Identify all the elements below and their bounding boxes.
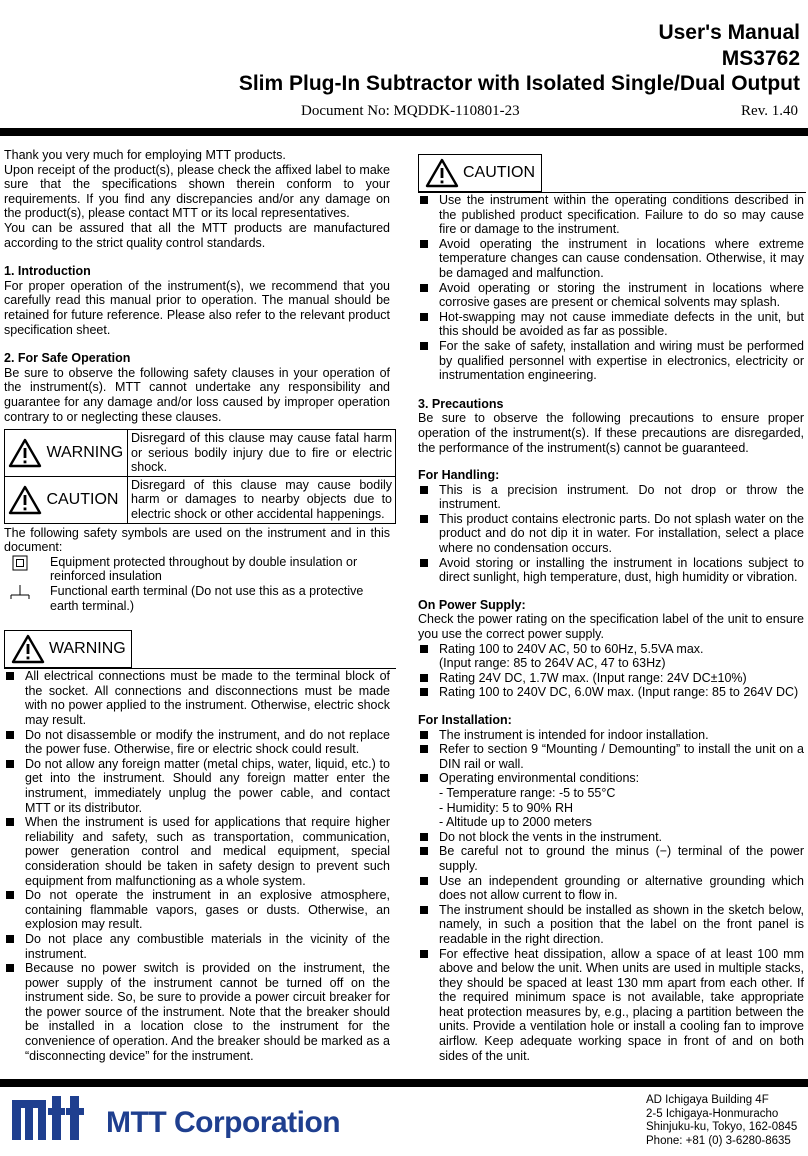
handling-list — [418, 483, 804, 585]
product-subtitle: Slim Plug-In Subtractor with Isolated Single/Dual Output — [238, 72, 800, 95]
functional-earth-icon — [9, 584, 31, 604]
list-item: Use the instrument within the operating conditions described in the published product specification. Failure to do so may cause fire or damage to the instrument. — [418, 193, 804, 237]
section-3-text: Be sure to observe the following precautions to ensure proper operation of the instrument(s). If these precautions are disregarded, the performance of the instrument(s) cannot be guaranteed. — [418, 411, 804, 455]
warning-heading: WARNING — [49, 640, 126, 658]
revision: Rev. 1.40 — [741, 103, 798, 119]
address-line: Shinjuku-ku, Tokyo, 162-0845 — [646, 1121, 798, 1134]
list-item: All electrical connections must be made to the terminal block of the socket. All connections and disconnections must be made with no power applied to the instrument. Otherwise, electric shock may result. — [4, 669, 390, 727]
section-1-heading: 1. Introduction — [4, 264, 91, 279]
caution-box-header — [418, 154, 542, 192]
intro-line-2: Upon receipt of the product(s), please check the affixed label to make sure that the specifications shown therein conform to your requirements. If you find any discrepancies and/or any damage on the product(s), please contact MTT or its local representatives. — [4, 162, 390, 221]
list-item: This product contains electronic parts. Do not splash water on the product and do not dip it in water. For installation, select a place where no condensation occurs. — [418, 512, 804, 556]
symbol-functional-earth — [4, 584, 390, 613]
severity-table — [4, 429, 396, 524]
list-item: For the sake of safety, installation and wiring must be performed by qualified personnel with expertise in electronics, electricity or instrumentation engineering. — [418, 339, 804, 383]
list-item: Avoid operating or storing the instrument in locations where corrosive gases are present or chemical solvents may splash. — [418, 281, 804, 310]
install-heading: For Installation: — [418, 713, 512, 727]
handling-heading: For Handling: — [418, 468, 500, 483]
list-item: Because no power switch is provided on the instrument, the power supply of the instrument cannot be turned off on the instrument side. So, be sure to provide a power circuit breaker for the power source of the instrument. Note that the breaker should be installed in a location close to the instrument for the convenience of operation. And the breaker should be marked as a “disconnecting device” for the instrument. — [4, 961, 390, 1063]
list-item: Do not allow any foreign matter (metal chips, water, liquid, etc.) to get into the instrument. Should any foreign matter enter the instrument, immediately unplug the power cable, and contact MTT or its distributor. — [4, 757, 390, 815]
section-3-heading: 3. Precautions — [418, 396, 504, 411]
section-2-text: Be sure to observe the following safety clauses in your operation of the instrument(s). MTT cannot undertake any responsibility and guarantee for any damage and/or loss caused by improper operation contrary to or neglecting these clauses. — [4, 365, 390, 424]
severity-row-warning — [5, 430, 396, 477]
severity-row-caution — [5, 476, 396, 523]
power-heading: On Power Supply: — [418, 597, 526, 612]
left-column — [4, 148, 390, 1063]
header-rule — [0, 128, 808, 136]
list-item: This is a precision instrument. Do not drop or throw the instrument. — [418, 483, 804, 512]
address-line: AD Ichigaya Building 4F — [646, 1094, 769, 1106]
power-text: Check the power rating on the specification label of the unit to ensure you use the correct power supply. — [418, 612, 804, 642]
list-item: Do not disassemble or modify the instrument, and do not replace the power fuse. Otherwise, fire or electric shock could result. — [4, 728, 390, 757]
section-1-text: For proper operation of the instrument(s), we recommend that you carefully read this manual prior to operation. The manual should be retained for future reference. Please also refer to the relevant product specification sheet. — [4, 278, 390, 337]
caution-triangle-icon — [425, 158, 459, 188]
functional-earth-text: Functional earth terminal (Do not use this as a protective earth terminal.) — [50, 584, 364, 613]
symbol-double-insulation — [4, 555, 390, 584]
caution-triangle-icon — [8, 485, 42, 515]
intro-line-3: You can be assured that all the MTT products are manufactured according to the strict quality control standards. — [4, 220, 390, 250]
model-number: MS3762 — [721, 47, 800, 70]
list-item: Rating 100 to 240V DC, 6.0W max. (Input range: 85 to 264V DC) — [418, 685, 804, 700]
phone-number: Phone: +81 (0) 3-6280-8635 — [646, 1134, 791, 1147]
list-item: The instrument is intended for indoor installation. — [418, 728, 804, 743]
footer-rule — [0, 1079, 808, 1087]
double-insulation-icon — [12, 555, 28, 571]
document-number: Document No: MQDDK-110801-23 — [301, 103, 520, 119]
caution-description: Disregard of this clause may cause bodily harm or damages to nearby objects due to electric shock or other accidental happenings. — [128, 476, 396, 523]
warning-triangle-icon — [11, 634, 45, 664]
list-item: Do not operate the instrument in an explosive atmosphere, containing flammable vapors, gases or dusts. Otherwise, an explosion may result. — [4, 888, 390, 932]
section-2-heading: 2. For Safe Operation — [4, 351, 131, 366]
list-item: For effective heat dissipation, allow a space of at least 100 mm above and below the unit. When units are used in multiple stacks, they should be spaced at least 130 mm apart from each other. If the required minimum space is not available, take appropriate heat protection measures by, e.g., placing a partition between the units. Provide a ventilation hole or install a cooling fan to improve airflow. Keep adequate working space in front of and on both sides of the unit. — [418, 947, 804, 1064]
warning-list — [4, 669, 390, 1063]
company-name: MTT Corporation — [106, 1106, 341, 1139]
list-item: Operating environmental conditions: - Temperature range: -5 to 55°C - Humidity: 5 to 90% RH - Altitude up to 2000 meters — [418, 771, 804, 829]
list-item: The instrument should be installed as shown in the sketch below, namely, in such a position that the label on the front panel is readable in the right direction. — [418, 903, 804, 947]
mtt-logo-icon — [12, 1096, 92, 1144]
intro-line-1: Thank you very much for employing MTT products. — [4, 148, 286, 162]
list-item: Avoid storing or installing the instrument in locations subject to direct sunlight, high temperature, dust, high humidity or vibration. — [418, 556, 804, 585]
caution-heading: CAUTION — [463, 164, 535, 181]
list-item: Do not block the vents in the instrument. — [418, 830, 804, 845]
install-list — [418, 728, 804, 1064]
warning-box-header — [4, 630, 132, 668]
manual-title: User's Manual — [658, 21, 800, 44]
warning-description: Disregard of this clause may cause fatal harm or serious bodily injury due to fire or electric shock. — [128, 430, 396, 477]
power-list — [418, 642, 804, 700]
severity-label-warning — [5, 430, 128, 477]
address-line: 2-5 Ichigaya-Honmuracho — [646, 1107, 779, 1120]
caution-label: CAUTION — [46, 491, 119, 508]
list-item: Hot-swapping may not cause immediate defects in the unit, but this should be avoided as far as possible. — [418, 310, 804, 339]
list-item: Rating 100 to 240V AC, 50 to 60Hz, 5.5VA max. (Input range: 85 to 264V AC, 47 to 63Hz) — [418, 642, 804, 671]
warning-triangle-icon — [8, 438, 42, 468]
symbols-intro: The following safety symbols are used on the instrument and in this document: — [4, 525, 390, 555]
right-column — [418, 154, 804, 1063]
warning-label: WARNING — [46, 444, 124, 462]
severity-label-caution — [5, 476, 128, 523]
list-item: When the instrument is used for applications that require higher reliability and safety, such as transportation, communication, power generation control and medical equipment, special consideration should be taken in safety design to prevent such equipment from malfunctioning as a whole system. — [4, 815, 390, 888]
list-item: Refer to section 9 “Mounting / Demounting” to install the unit on a DIN rail or wall. — [418, 742, 804, 771]
list-item: Rating 24V DC, 1.7W max. (Input range: 24V DC±10%) — [418, 671, 804, 686]
company-address — [646, 1094, 797, 1148]
double-insulation-text: Equipment protected throughout by double insulation or reinforced insulation — [50, 554, 358, 584]
list-item: Avoid operating the instrument in locations where extreme temperature changes can cause condensation. Otherwise, it may be damaged and malfunction. — [418, 237, 804, 281]
list-item: Be careful not to ground the minus (−) terminal of the power supply. — [418, 844, 804, 873]
list-item: Use an independent grounding or alternative grounding which does not allow current to flow in. — [418, 874, 804, 903]
caution-list — [418, 193, 804, 383]
list-item: Do not place any combustible materials in the vicinity of the instrument. — [4, 932, 390, 961]
